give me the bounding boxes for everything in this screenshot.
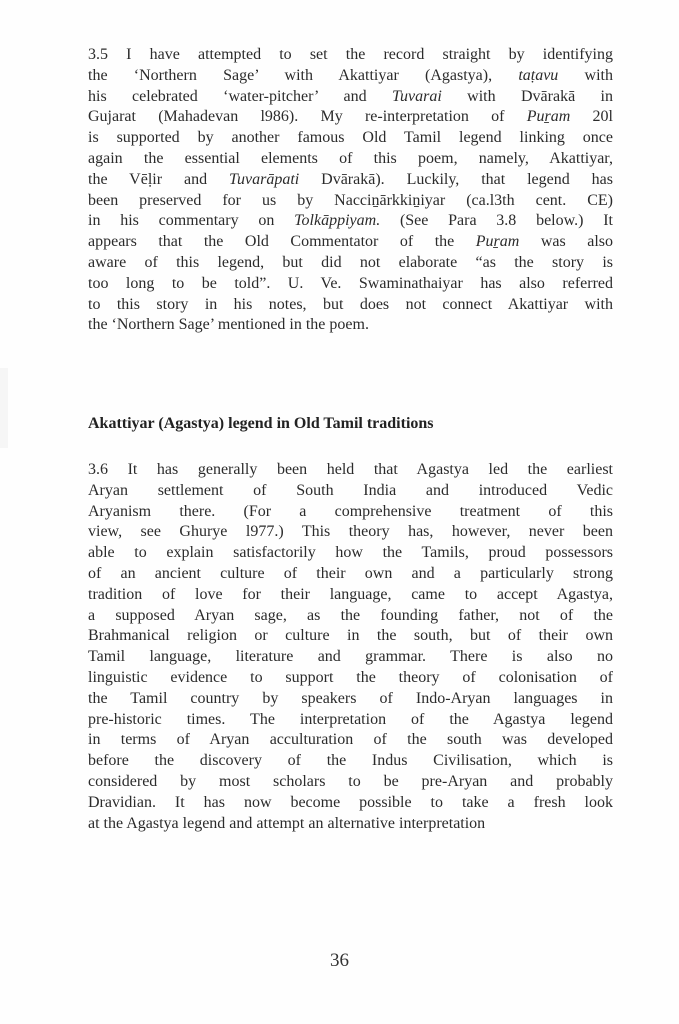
- text-line: [88, 253, 613, 274]
- text-run: before the discovery of the Indus Civilisation, which is: [88, 752, 613, 770]
- text-line: [88, 647, 613, 668]
- text-run: Brahmanical religion or culture in the south, but of their own: [88, 627, 613, 645]
- text-run: at the Agastya legend and attempt an alternative interpretation: [88, 814, 486, 832]
- text-line: [88, 793, 613, 814]
- text-run: linguistic evidence to support the theory of colonisation of: [88, 668, 613, 686]
- text-line: [88, 543, 613, 564]
- italic-term: Puṟam: [526, 108, 571, 126]
- text-line: [88, 149, 613, 170]
- text-run: pre-historic times. The interpretation of the Agastya legend: [88, 710, 613, 728]
- text-run: the Tamil country by speakers of Indo-Aryan languages in: [88, 689, 613, 707]
- text-line: [88, 502, 613, 523]
- text-run: Dravidian. It has now become possible to take a fresh look: [88, 793, 613, 811]
- text-run: the ‘Northern Sage’ with Akattiyar (Agastya),: [88, 66, 519, 84]
- text-line: [88, 710, 613, 731]
- section-heading: Akattiyar (Agastya) legend in Old Tamil traditions: [88, 415, 434, 432]
- text-line: [88, 295, 613, 316]
- paragraph-3-5: [88, 45, 613, 336]
- text-line: [88, 585, 613, 606]
- text-run: Aryanism there. (For a comprehensive treatment of this: [88, 502, 613, 520]
- text-line: [88, 481, 613, 502]
- italic-term: Puṟam: [475, 233, 520, 251]
- text-run: a supposed Aryan sage, as the founding father, not of the: [88, 606, 613, 624]
- text-run: tradition of love for their language, came to accept Agastya,: [88, 585, 613, 603]
- text-run: with: [558, 66, 613, 84]
- text-run: again the essential elements of this poem, namely, Akattiyar,: [88, 149, 613, 167]
- text-run: with Dvārakā in: [441, 87, 614, 105]
- italic-term: Tuvarai: [392, 87, 442, 105]
- text-line: [88, 87, 613, 108]
- text-run: is supported by another famous Old Tamil legend linking once: [88, 129, 613, 147]
- text-line: [88, 626, 613, 647]
- text-run: view, see Ghurye l977.) This theory has, however, never been: [88, 523, 613, 541]
- text-run: was also: [519, 233, 614, 251]
- text-run: of an ancient culture of their own and a particularly strong: [88, 564, 613, 582]
- text-line: [88, 772, 613, 793]
- text-line: [88, 564, 613, 585]
- text-run: Dvārakā). Luckily, that legend has: [299, 170, 613, 188]
- text-run: 3.6 It has generally been held that Agastya led the earliest: [88, 461, 613, 478]
- text-run: (See Para 3.8 below.) It: [380, 212, 613, 230]
- text-line: [88, 606, 613, 627]
- text-line: [88, 668, 613, 689]
- text-run: too long to be told”. U. Ve. Swaminathaiyar has also referred: [88, 274, 613, 292]
- text-run: 3.5 I have attempted to set the record straight by identifying: [88, 46, 613, 63]
- text-line: [88, 751, 613, 772]
- text-run: the ‘Northern Sage’ mentioned in the poem.: [88, 316, 369, 334]
- text-run: to this story in his notes, but does not connect Akattiyar with: [88, 295, 613, 313]
- text-run: in terms of Aryan acculturation of the south was developed: [88, 731, 613, 749]
- text-run: Aryan settlement of South India and introduced Vedic: [88, 481, 613, 499]
- text-line: [88, 274, 613, 295]
- text-run: able to explain satisfactorily how the Tamils, proud possessors: [88, 544, 613, 562]
- page-number: 36: [330, 950, 349, 971]
- text-line: [88, 107, 613, 128]
- text-line: [88, 232, 613, 253]
- text-line: [88, 128, 613, 149]
- text-line: [88, 814, 613, 835]
- text-run: his celebrated ‘water-pitcher’ and: [88, 87, 393, 105]
- scan-edge-shadow: [0, 368, 8, 448]
- text-line: [88, 315, 613, 336]
- text-run: in his commentary on: [88, 212, 295, 230]
- text-line: [88, 45, 613, 66]
- text-run: the Vēḷir and: [88, 170, 229, 188]
- text-run: Gujarat (Mahadevan l986). My re-interpretation of: [88, 108, 527, 126]
- text-line: [88, 689, 613, 710]
- text-line: [88, 730, 613, 751]
- text-line: [88, 170, 613, 191]
- text-run: aware of this legend, but did not elaborate “as the story is: [88, 253, 613, 271]
- text-run: considered by most scholars to be pre-Aryan and probably: [88, 772, 613, 790]
- paragraph-3-6: [88, 460, 613, 834]
- italic-term: Tuvarāpati: [228, 170, 300, 188]
- text-run: Tamil language, literature and grammar. There is also no: [88, 648, 613, 666]
- text-run: been preserved for us by Nacciṉārkkiṉiyar (ca.l3th cent. CE): [88, 191, 613, 209]
- text-line: [88, 522, 613, 543]
- text-line: [88, 66, 613, 87]
- italic-term: Tolkāppiyam.: [294, 212, 381, 230]
- text-run: appears that the Old Commentator of the: [88, 233, 476, 251]
- text-line: [88, 191, 613, 212]
- text-run: 20l: [570, 108, 613, 126]
- text-line: [88, 460, 613, 481]
- text-line: [88, 211, 613, 232]
- italic-term: taṭavu: [518, 66, 559, 84]
